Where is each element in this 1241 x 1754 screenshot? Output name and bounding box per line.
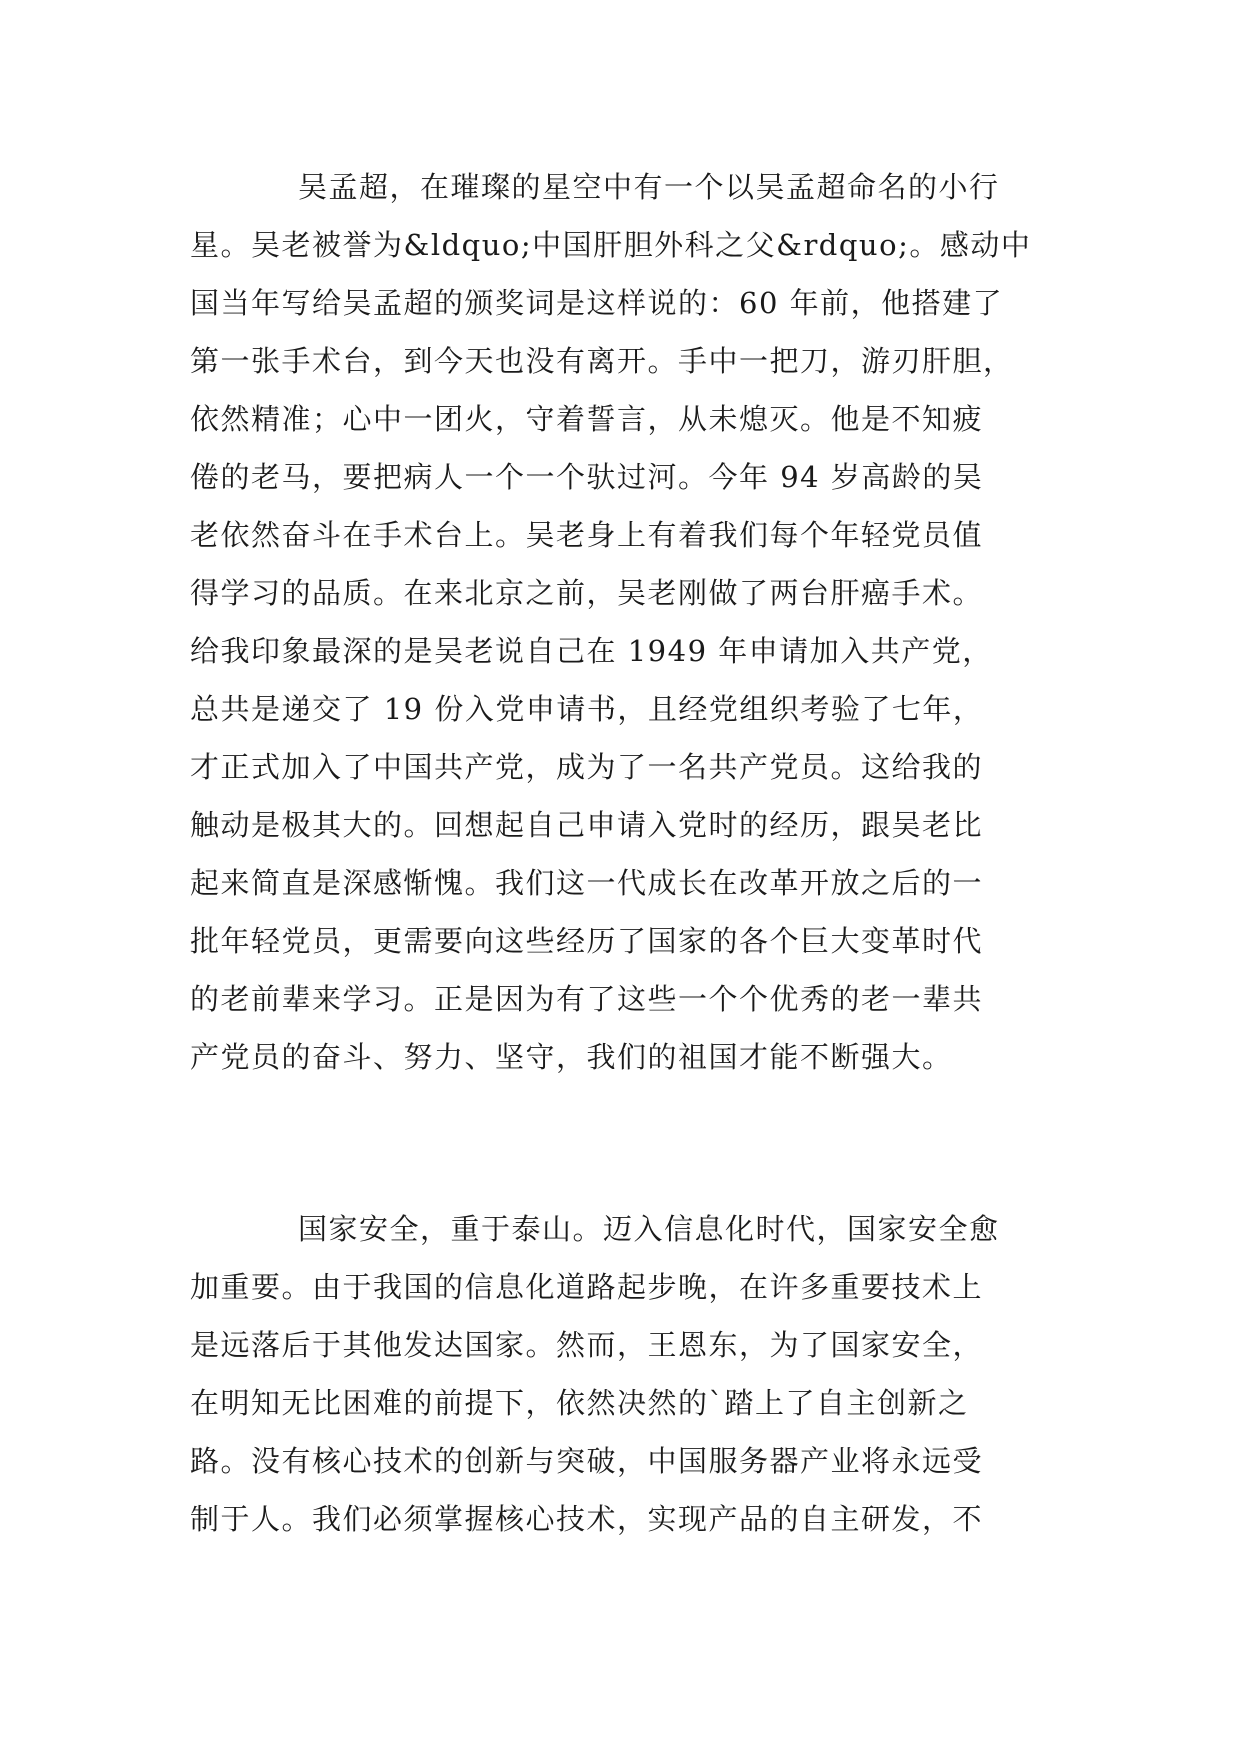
text-line: 加重要。由于我国的信息化道路起步晚，在许多重要技术上 — [190, 1270, 984, 1304]
text-line: 路。没有核心技术的创新与突破，中国服务器产业将永远受 — [190, 1444, 984, 1478]
text-line: 国当年写给吴孟超的颁奖词是这样说的：60 年前，他搭建了 — [190, 286, 1004, 320]
text-line: 是远落后于其他发达国家。然而，王恩东，为了国家安全， — [190, 1328, 984, 1362]
text-line: 依然精准；心中一团火，守着誓言，从未熄灭。他是不知疲 — [190, 402, 984, 436]
text-line: 触动是极其大的。回想起自己申请入党时的经历，跟吴老比 — [190, 808, 984, 842]
text-line: 制于人。我们必须掌握核心技术，实现产品的自主研发，不 — [190, 1502, 984, 1536]
text-line: 老依然奋斗在手术台上。吴老身上有着我们每个年轻党员值 — [190, 518, 984, 552]
paragraph-national-security — [190, 1200, 1070, 1548]
text-line: 给我印象最深的是吴老说自己在 1949 年申请加入共产党， — [190, 634, 993, 668]
text-line: 在明知无比困难的前提下，依然决然的`踏上了自主创新之 — [190, 1386, 969, 1420]
paragraph-wu-mengchao — [190, 158, 1070, 1086]
text-line: 才正式加入了中国共产党，成为了一名共产党员。这给我的 — [190, 750, 984, 784]
text-line: 星。吴老被誉为&ldquo;中国肝胆外科之父&rdquo;。感动中 — [190, 228, 1032, 262]
text-line: 产党员的奋斗、努力、坚守，我们的祖国才能不断强大。 — [190, 1040, 953, 1074]
text-line: 批年轻党员，更需要向这些经历了国家的各个巨大变革时代 — [190, 924, 984, 958]
text-line: 第一张手术台，到今天也没有离开。手中一把刀，游刃肝胆， — [190, 344, 1014, 378]
text-line: 得学习的品质。在来北京之前，吴老刚做了两台肝癌手术。 — [190, 576, 984, 610]
text-line: 倦的老马，要把病人一个一个驮过河。今年 94 岁高龄的吴 — [190, 460, 984, 494]
text-line: 总共是递交了 19 份入党申请书，且经党组织考验了七年， — [190, 692, 984, 726]
text-line: 起来简直是深感惭愧。我们这一代成长在改革开放之后的一 — [190, 866, 984, 900]
text-line: 国家安全，重于泰山。迈入信息化时代，国家安全愈 — [298, 1212, 1000, 1246]
text-line: 的老前辈来学习。正是因为有了这些一个个优秀的老一辈共 — [190, 982, 984, 1016]
text-line: 吴孟超，在璀璨的星空中有一个以吴孟超命名的小行 — [298, 170, 1000, 204]
